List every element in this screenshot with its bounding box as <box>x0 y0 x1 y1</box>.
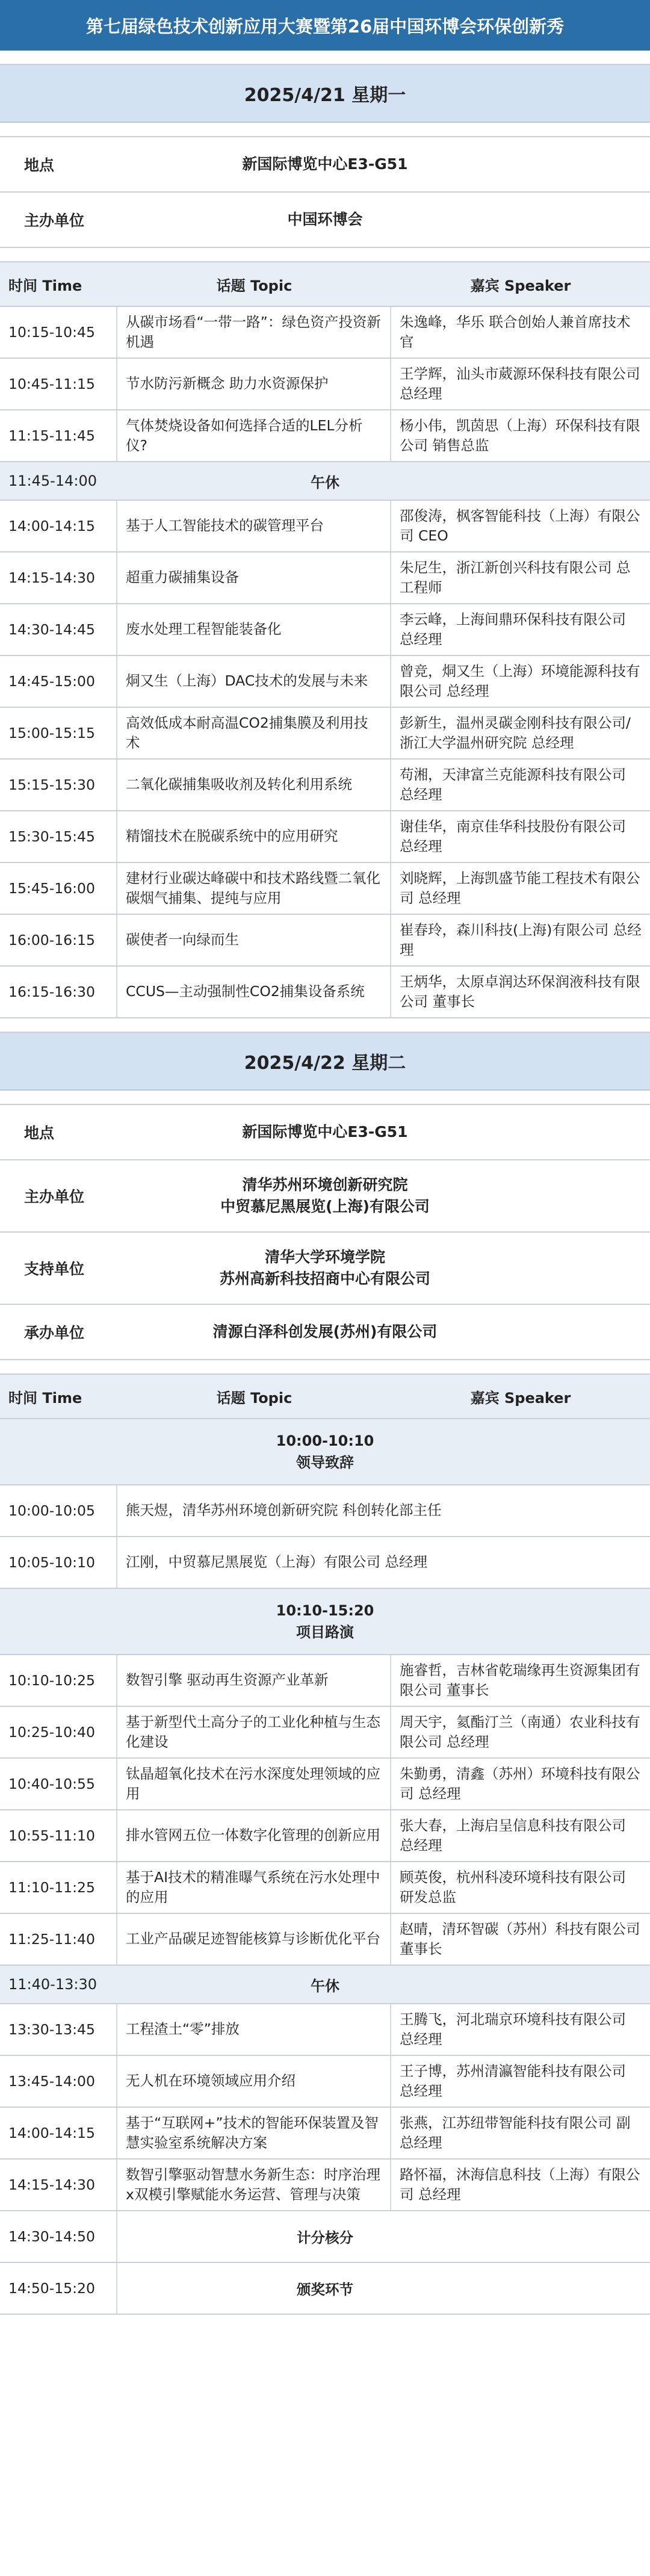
lunch-label: 午休 <box>311 474 339 491</box>
scoring-label: 计分核分 <box>297 2229 353 2246</box>
time-cell: 14:15-14:30 <box>0 2160 117 2210</box>
table-row <box>0 2004 650 2056</box>
time-cell: 14:50-15:20 <box>0 2263 117 2314</box>
host-line: 清华苏州环境创新研究院 <box>242 1175 408 1194</box>
section-label: 项目路演 <box>296 1624 354 1641</box>
section-label: 领导致辞 <box>296 1454 354 1471</box>
speaker-cell: 邵俊涛，枫客智能科技（上海）有限公司 CEO <box>400 507 640 544</box>
topic-cell: 节水防污新概念 助力水资源保护 <box>117 359 391 409</box>
topic-cell: 钛晶超氧化技术在污水深度处理领域的应用 <box>117 1759 391 1809</box>
venue-value: 新国际博览中心E3-G51 <box>242 155 408 173</box>
table-row <box>0 1759 650 1810</box>
time-cell: 14:15-14:30 <box>0 553 117 603</box>
topic-cell: 数智引擎驱动智慧水务新生态：时序治理x双模引擎赋能水务运营、管理与决策 <box>117 2160 391 2210</box>
table-row <box>0 656 650 708</box>
time-cell: 11:25-11:40 <box>0 1914 117 1965</box>
time-cell: 14:30-14:45 <box>0 604 117 655</box>
table-row <box>0 2108 650 2160</box>
table-row <box>0 2160 650 2211</box>
table-row <box>0 359 650 410</box>
time-cell: 10:45-11:15 <box>0 359 117 409</box>
table-row <box>0 1537 650 1589</box>
table-row <box>0 811 650 863</box>
table-row <box>0 307 650 359</box>
section-time: 10:10-15:20 <box>276 1602 374 1619</box>
speaker-cell: 谢佳华，南京佳华科技股份有限公司 总经理 <box>400 817 626 855</box>
award-row <box>0 2263 650 2315</box>
table-row <box>0 604 650 656</box>
day2-table-header <box>0 1375 650 1419</box>
topic-cell: 烔又生（上海）DAC技术的发展与未来 <box>117 656 391 707</box>
spacer <box>0 1018 650 1033</box>
topic-cell: 气体焚烧设备如何选择合适的LEL分析仪? <box>117 410 391 461</box>
speaker-cell: 李云峰，上海间鼎环保科技有限公司 总经理 <box>400 610 626 648</box>
topic-cell: 排水管网五位一体数字化管理的创新应用 <box>117 1810 391 1861</box>
header-speaker: 嘉宾 Speaker <box>470 1389 571 1407</box>
header-time: 时间 Time <box>8 277 82 294</box>
spacer <box>0 1360 650 1375</box>
roadshow-section-header <box>0 1589 650 1655</box>
time-cell: 10:15-10:45 <box>0 307 117 358</box>
time-cell: 14:00-14:15 <box>0 2108 117 2158</box>
time-cell: 15:15-15:30 <box>0 760 117 810</box>
day2-lunch-row <box>0 1966 650 2004</box>
speaker-cell: 刘晓辉，上海凯盛节能工程技术有限公司 总经理 <box>400 869 640 906</box>
venue-label: 地点 <box>24 1124 55 1142</box>
topic-cell: 基于“互联网+”技术的智能环保装置及智慧实验室系统解决方案 <box>117 2108 391 2158</box>
header-time: 时间 Time <box>8 1389 82 1407</box>
speech-cell: 江刚，中贸慕尼黑展览（上海）有限公司 总经理 <box>126 1553 427 1571</box>
speaker-cell: 王学辉，汕头市葳源环保科技有限公司 总经理 <box>400 365 640 402</box>
time-cell: 15:45-16:00 <box>0 863 117 914</box>
support-line: 清华大学环境学院 <box>264 1248 385 1266</box>
section-time: 10:00-10:10 <box>276 1432 374 1449</box>
venue-label: 地点 <box>24 156 55 174</box>
speaker-cell: 王子博，苏州清瀛智能科技有限公司 总经理 <box>400 2062 626 2099</box>
time-cell: 14:30-14:50 <box>0 2211 117 2262</box>
time-cell: 10:10-10:25 <box>0 1655 117 1706</box>
host-label: 主办单位 <box>24 1188 85 1206</box>
table-row <box>0 1655 650 1707</box>
topic-cell: 二氧化碳捕集吸收剂及转化利用系统 <box>117 760 391 810</box>
time-cell: 10:00-10:05 <box>0 1485 117 1536</box>
time-cell: 11:40-13:30 <box>8 1976 97 1993</box>
table-row <box>0 410 650 462</box>
venue-value: 新国际博览中心E3-G51 <box>242 1122 408 1141</box>
day2-support-row <box>0 1233 650 1305</box>
speaker-cell: 张大春，上海启呈信息科技有限公司 总经理 <box>400 1816 626 1854</box>
topic-cell: 基于人工智能技术的碳管理平台 <box>117 501 391 551</box>
opening-section-header <box>0 1419 650 1485</box>
table-row <box>0 760 650 811</box>
time-cell: 14:00-14:15 <box>0 501 117 551</box>
table-row <box>0 1810 650 1862</box>
time-cell: 16:00-16:15 <box>0 915 117 965</box>
speaker-cell: 施睿哲，吉林省乾瑞缘再生资源集团有限公司 董事长 <box>400 1661 640 1698</box>
time-cell: 15:30-15:45 <box>0 811 117 862</box>
time-cell: 10:05-10:10 <box>0 1537 117 1588</box>
organizer-label: 承办单位 <box>24 1324 85 1342</box>
table-row <box>0 1914 650 1966</box>
table-row <box>0 2056 650 2108</box>
lunch-label: 午休 <box>311 1977 339 1995</box>
support-label: 支持单位 <box>24 1260 85 1278</box>
day2-organizer-row <box>0 1305 650 1360</box>
topic-cell: 工业产品碳足迹智能核算与诊断优化平台 <box>117 1914 391 1965</box>
scoring-row <box>0 2211 650 2263</box>
spacer <box>0 248 650 262</box>
host-line: 中贸慕尼黑展览(上海)有限公司 <box>220 1198 430 1215</box>
time-cell: 14:45-15:00 <box>0 656 117 707</box>
speaker-cell: 朱尼生，浙江新创兴科技有限公司 总工程师 <box>400 559 631 596</box>
topic-cell: 精馏技术在脱碳系统中的应用研究 <box>117 811 391 862</box>
topic-cell: 工程渣土“零”排放 <box>117 2004 391 2055</box>
support-value <box>126 1246 650 1290</box>
speaker-cell: 崔春玲，森川科技(上海)有限公司 总经理 <box>400 921 642 958</box>
time-cell: 11:45-14:00 <box>8 472 97 489</box>
topic-cell: 碳使者一向绿而生 <box>117 915 391 965</box>
speaker-cell: 顾英俊，杭州科凌环境科技有限公司 研发总监 <box>400 1868 626 1906</box>
speaker-cell: 王腾飞，河北瑞京环境科技有限公司 总经理 <box>400 2010 626 2048</box>
spacer <box>0 51 650 65</box>
time-cell: 15:00-15:15 <box>0 708 117 758</box>
table-row <box>0 1707 650 1759</box>
spacer <box>0 1091 650 1105</box>
speaker-cell: 王炳华，太原卓润达环保润液科技有限公司 董事长 <box>400 973 640 1010</box>
day1-date-bar: 2025/4/21 星期一 <box>0 65 650 123</box>
organizer-value: 清源白泽科创发展(苏州)有限公司 <box>212 1322 438 1340</box>
day2-venue-row <box>0 1105 650 1160</box>
day1-table-header <box>0 262 650 307</box>
table-row <box>0 967 650 1018</box>
speaker-cell: 周天宇，氦酯汀兰（南通）农业科技有限公司 总经理 <box>400 1713 640 1750</box>
topic-cell: 基于新型代土高分子的工业化种植与生态化建设 <box>117 1707 391 1757</box>
topic-cell: 废水处理工程智能装备化 <box>117 604 391 655</box>
award-label: 颁奖环节 <box>297 2281 353 2298</box>
speaker-cell: 朱逸峰，华乐 联合创始人兼首席技术官 <box>400 313 631 350</box>
header-topic: 话题 Topic <box>216 277 292 294</box>
topic-cell: 数智引擎 驱动再生资源产业革新 <box>117 1655 391 1706</box>
speech-cell: 熊天煜，清华苏州环境创新研究院 科创转化部主任 <box>126 1502 442 1519</box>
table-row <box>0 863 650 915</box>
speaker-cell: 杨小伟，凯茵思（上海）环保科技有限公司 销售总监 <box>400 416 640 454</box>
time-cell: 11:10-11:25 <box>0 1862 117 1913</box>
topic-cell: 高效低成本耐高温CO2捕集膜及利用技术 <box>117 708 391 758</box>
topic-cell: 从碳市场看“一带一路”：绿色资产投资新机遇 <box>117 307 391 358</box>
day1-lunch-row <box>0 462 650 501</box>
spacer <box>0 123 650 137</box>
host-value: 中国环博会 <box>287 210 363 228</box>
day2-date-bar: 2025/4/22 星期二 <box>0 1033 650 1091</box>
table-row <box>0 708 650 760</box>
host-label: 主办单位 <box>24 212 85 229</box>
host-value <box>126 1174 650 1218</box>
day2-host-row <box>0 1160 650 1233</box>
page-title: 第七届绿色技术创新应用大赛暨第26届中国环博会环保创新秀 <box>0 0 650 51</box>
time-cell: 10:25-10:40 <box>0 1707 117 1757</box>
table-row <box>0 501 650 553</box>
speaker-cell: 张燕，江苏纽带智能科技有限公司 副总经理 <box>400 2114 631 2151</box>
speaker-cell: 路怀福，沐海信息科技（上海）有限公司 总经理 <box>400 2166 640 2203</box>
table-row <box>0 1862 650 1914</box>
speaker-cell: 曾竞，烔又生（上海）环境能源科技有限公司 总经理 <box>400 662 640 699</box>
header-speaker: 嘉宾 Speaker <box>470 277 571 294</box>
topic-cell: 建材行业碳达峰碳中和技术路线暨二氧化碳烟气捕集、提纯与应用 <box>117 863 391 914</box>
speaker-cell: 苟湘，天津富兰克能源科技有限公司 总经理 <box>400 766 626 803</box>
time-cell: 16:15-16:30 <box>0 967 117 1017</box>
speaker-cell: 赵晴，清环智碳（苏州）科技有限公司 董事长 <box>400 1920 640 1957</box>
time-cell: 13:30-13:45 <box>0 2004 117 2055</box>
topic-cell: CCUS—主动强制性CO2捕集设备系统 <box>117 967 391 1017</box>
table-row <box>0 1485 650 1537</box>
time-cell: 10:55-11:10 <box>0 1810 117 1861</box>
speaker-cell: 彭新生，温州灵碳金刚科技有限公司/浙江大学温州研究院 总经理 <box>400 714 631 751</box>
header-topic: 话题 Topic <box>216 1389 292 1407</box>
topic-cell: 无人机在环境领域应用介绍 <box>117 2056 391 2107</box>
topic-cell: 超重力碳捕集设备 <box>117 553 391 603</box>
topic-cell: 基于AI技术的精准曝气系统在污水处理中的应用 <box>117 1862 391 1913</box>
day1-venue-row <box>0 137 650 193</box>
table-row <box>0 915 650 967</box>
time-cell: 13:45-14:00 <box>0 2056 117 2107</box>
speaker-cell: 朱勤勇，清鑫（苏州）环境科技有限公司 总经理 <box>400 1765 640 1802</box>
support-line: 苏州高新科技招商中心有限公司 <box>219 1270 430 1287</box>
table-row <box>0 553 650 604</box>
time-cell: 11:15-11:45 <box>0 410 117 461</box>
time-cell: 10:40-10:55 <box>0 1759 117 1809</box>
day1-host-row <box>0 193 650 248</box>
